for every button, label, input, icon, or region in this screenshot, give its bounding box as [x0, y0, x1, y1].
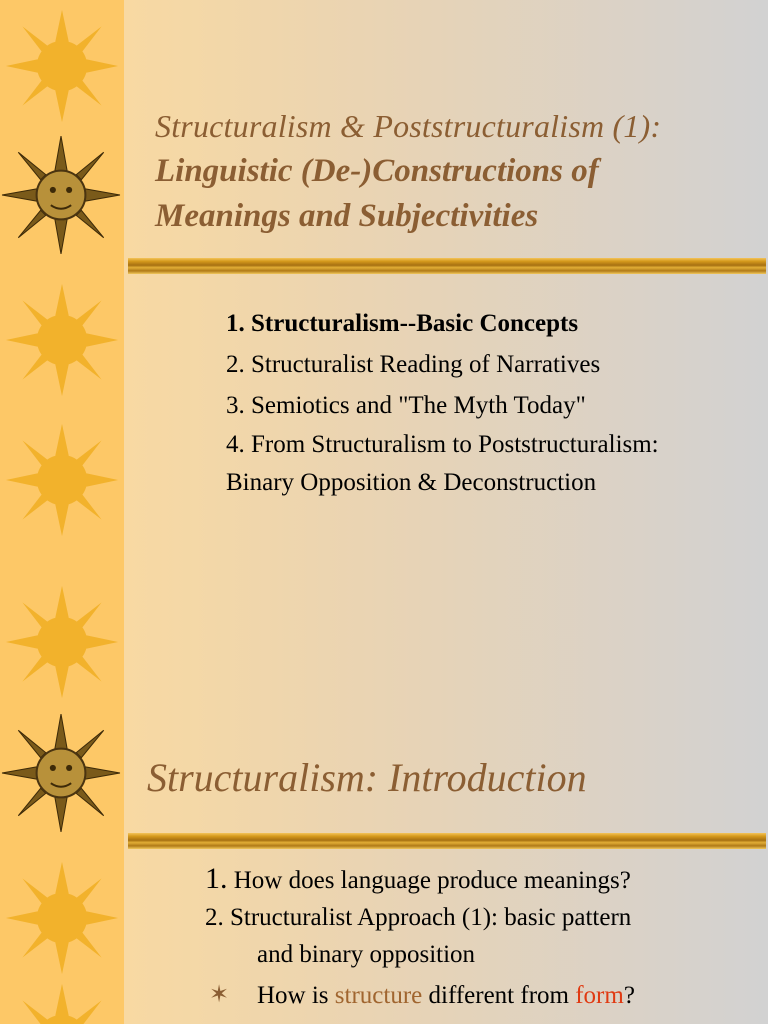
- bullet-text: How is: [257, 982, 335, 1009]
- sun-icon: [4, 856, 120, 980]
- slide-2: [0, 578, 768, 1024]
- list-item: 2. Structuralist Approach (1): basic pattern: [205, 904, 632, 931]
- sun-icon: [4, 278, 120, 402]
- sun-face-icon: [0, 711, 122, 835]
- slide-1-title: [155, 104, 765, 239]
- agenda-item: 2. Structuralist Reading of Narratives: [226, 351, 601, 378]
- sun-icon: [4, 580, 120, 704]
- list-item-continued: and binary opposition: [257, 941, 476, 968]
- agenda-item: 3. Semiotics and "The Myth Today": [226, 392, 586, 419]
- item-number: 1.: [205, 862, 228, 895]
- slide-2-title: Structuralism: Introduction: [147, 755, 587, 800]
- star-bullet-icon: ✶: [209, 982, 230, 1008]
- agenda-list: [226, 303, 756, 502]
- title-line-1: Structuralism & Poststructuralism (1):: [155, 108, 662, 144]
- question-list: [205, 860, 765, 1014]
- highlight-structure: structure: [334, 982, 423, 1009]
- list-item: [205, 860, 765, 899]
- sun-face-icon: [0, 133, 122, 257]
- highlight-form: form: [575, 982, 624, 1009]
- item-text: How does language produce meanings?: [227, 867, 631, 894]
- sun-icon: [4, 418, 120, 542]
- agenda-item: 4. From Structuralism to Poststructuralism:: [226, 431, 659, 458]
- gold-divider: [128, 258, 766, 274]
- gold-divider: [128, 833, 766, 849]
- agenda-item-continued: Binary Opposition & Deconstruction: [226, 469, 597, 496]
- sun-icon: [4, 4, 120, 128]
- bullet-text: ?: [623, 982, 635, 1009]
- title-line-3: Meanings and Subjectivities: [155, 198, 539, 234]
- title-line-2: Linguistic (De-)Constructions of: [155, 153, 599, 189]
- bullet-text: different from: [422, 982, 576, 1009]
- agenda-item: 1. Structuralism--Basic Concepts: [226, 310, 579, 337]
- bullet-item: [205, 977, 765, 1014]
- sun-icon: [4, 978, 120, 1024]
